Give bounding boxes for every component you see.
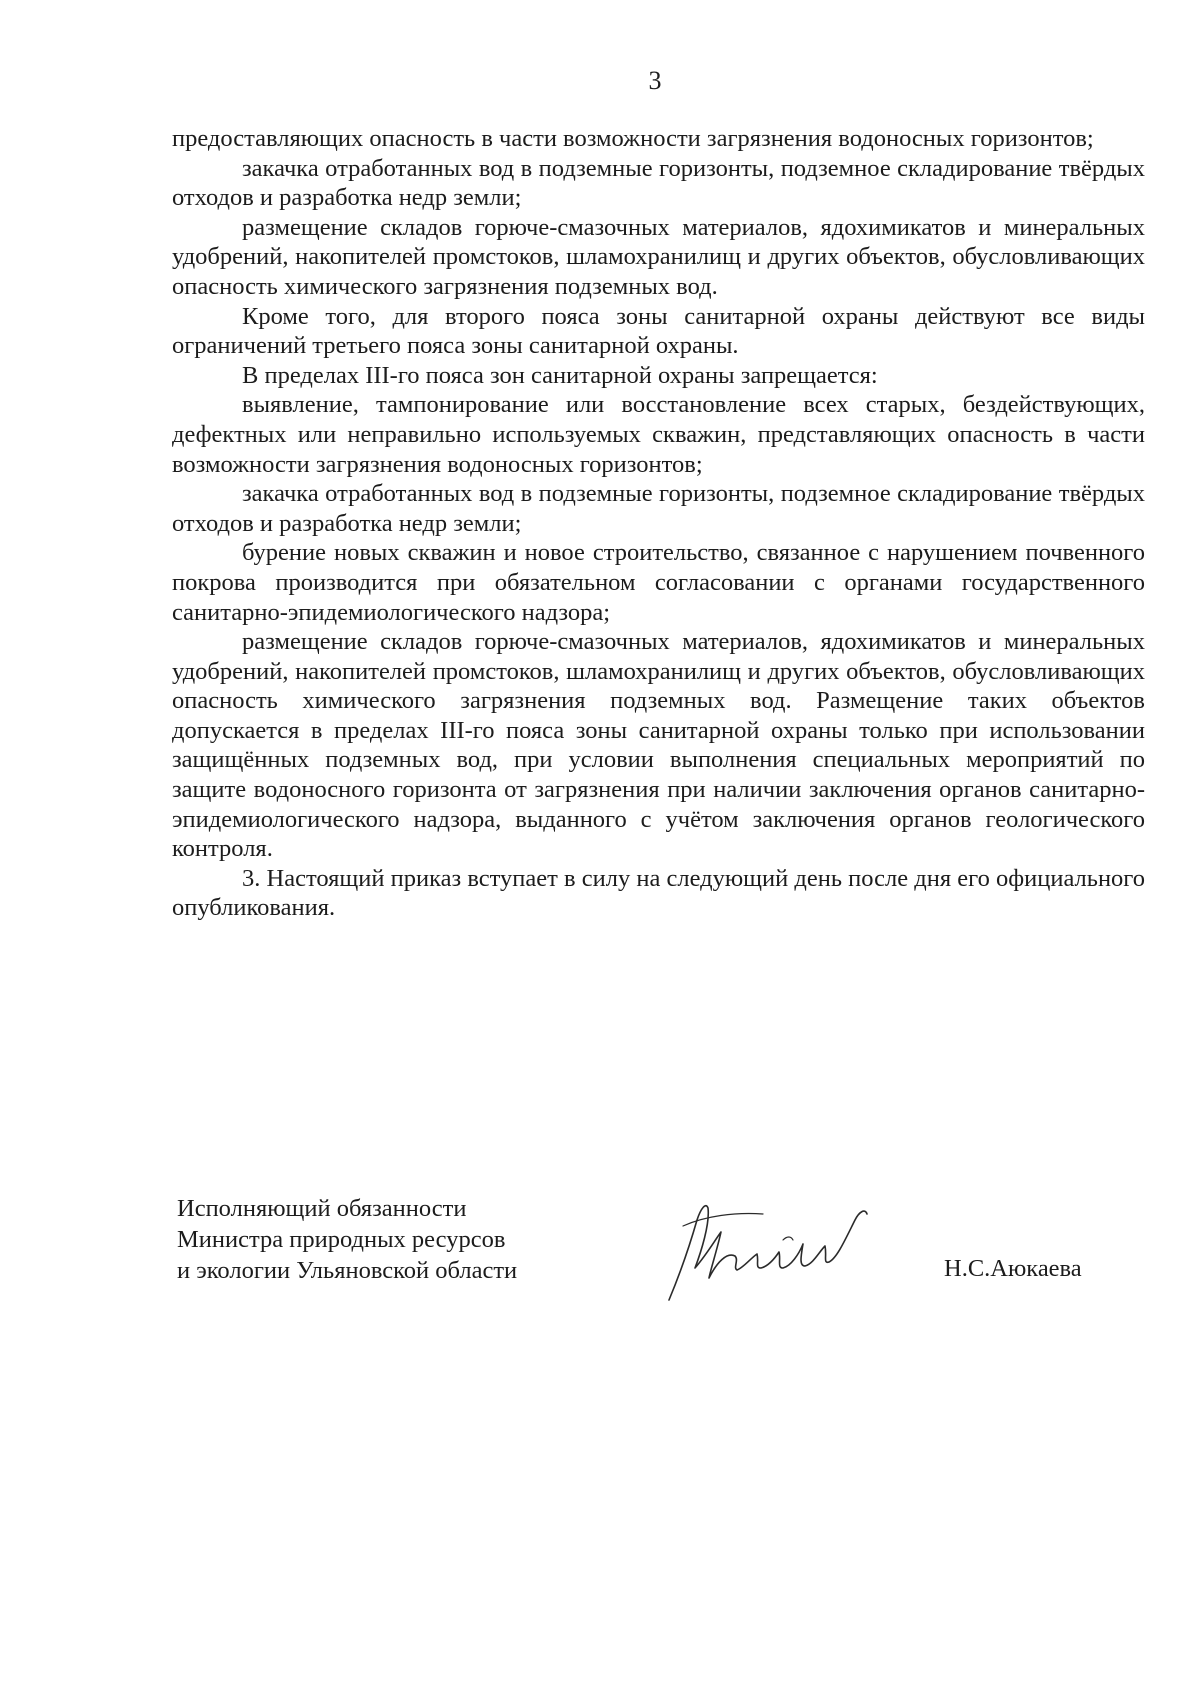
signatory-title (177, 1193, 517, 1286)
signatory-title-line: Исполняющий обязанности (177, 1195, 467, 1222)
signer-name: Н.С.Аюкаева (944, 1255, 1082, 1282)
paragraph: выявление, тампонирование или восстановление всех старых, бездействующих, дефектных или неправильно используемых скважин, представляющих опасность в части возможности загрязнения водоносных горизонтов; (172, 391, 1145, 478)
handwritten-signature (665, 1196, 905, 1306)
signatory-title-line: и экологии Ульяновской области (177, 1257, 518, 1284)
signatory-title-line: Министра природных ресурсов (177, 1226, 506, 1253)
paragraph: предоставляющих опасность в части возможности загрязнения водоносных горизонтов; (172, 125, 1094, 152)
paragraph: Кроме того, для второго пояса зоны санитарной охраны действуют все виды ограничений третьего пояса зоны санитарной охраны. (172, 302, 1145, 360)
page-number: 3 (648, 66, 662, 95)
paragraph: В пределах III-го пояса зон санитарной охраны запрещается: (242, 361, 878, 389)
paragraph: размещение складов горюче-смазочных материалов, ядохимикатов и минеральных удобрений, накопителей промстоков, шламохранилищ и других объектов, обусловливающих опасность химического загрязнения подземных вод. Размещение таких объектов допускается в пределах III-го пояса зоны санитарной охраны только при использовании защищённых подземных вод, при условии выполнения специальных мероприятий по защите водоносного горизонта от загрязнения при наличии заключения органов санитарно-эпидемиологического надзора, выданного с учётом заключения органов геологического контроля. (172, 628, 1145, 863)
paragraph: бурение новых скважин и новое строительство, связанное с нарушением почвенного покрова производится при обязательном согласовании с органами государственного санитарно-эпидемиологического надзора; (172, 539, 1145, 626)
paragraph: закачка отработанных вод в подземные горизонты, подземное складирование твёрдых отходов и разработка недр земли; (172, 480, 1145, 537)
document-body (172, 124, 1145, 923)
paragraph: 3. Настоящий приказ вступает в силу на следующий день после дня его официального опубликования. (172, 864, 1145, 922)
paragraph: закачка отработанных вод в подземные горизонты, подземное складирование твёрдых отходов и разработка недр земли; (172, 154, 1145, 212)
paragraph: размещение складов горюче-смазочных материалов, ядохимикатов и минеральных удобрений, накопителей промстоков, шламохранилищ и других объектов, обусловливающих опасность химического загрязнения подземных вод. (172, 213, 1145, 300)
